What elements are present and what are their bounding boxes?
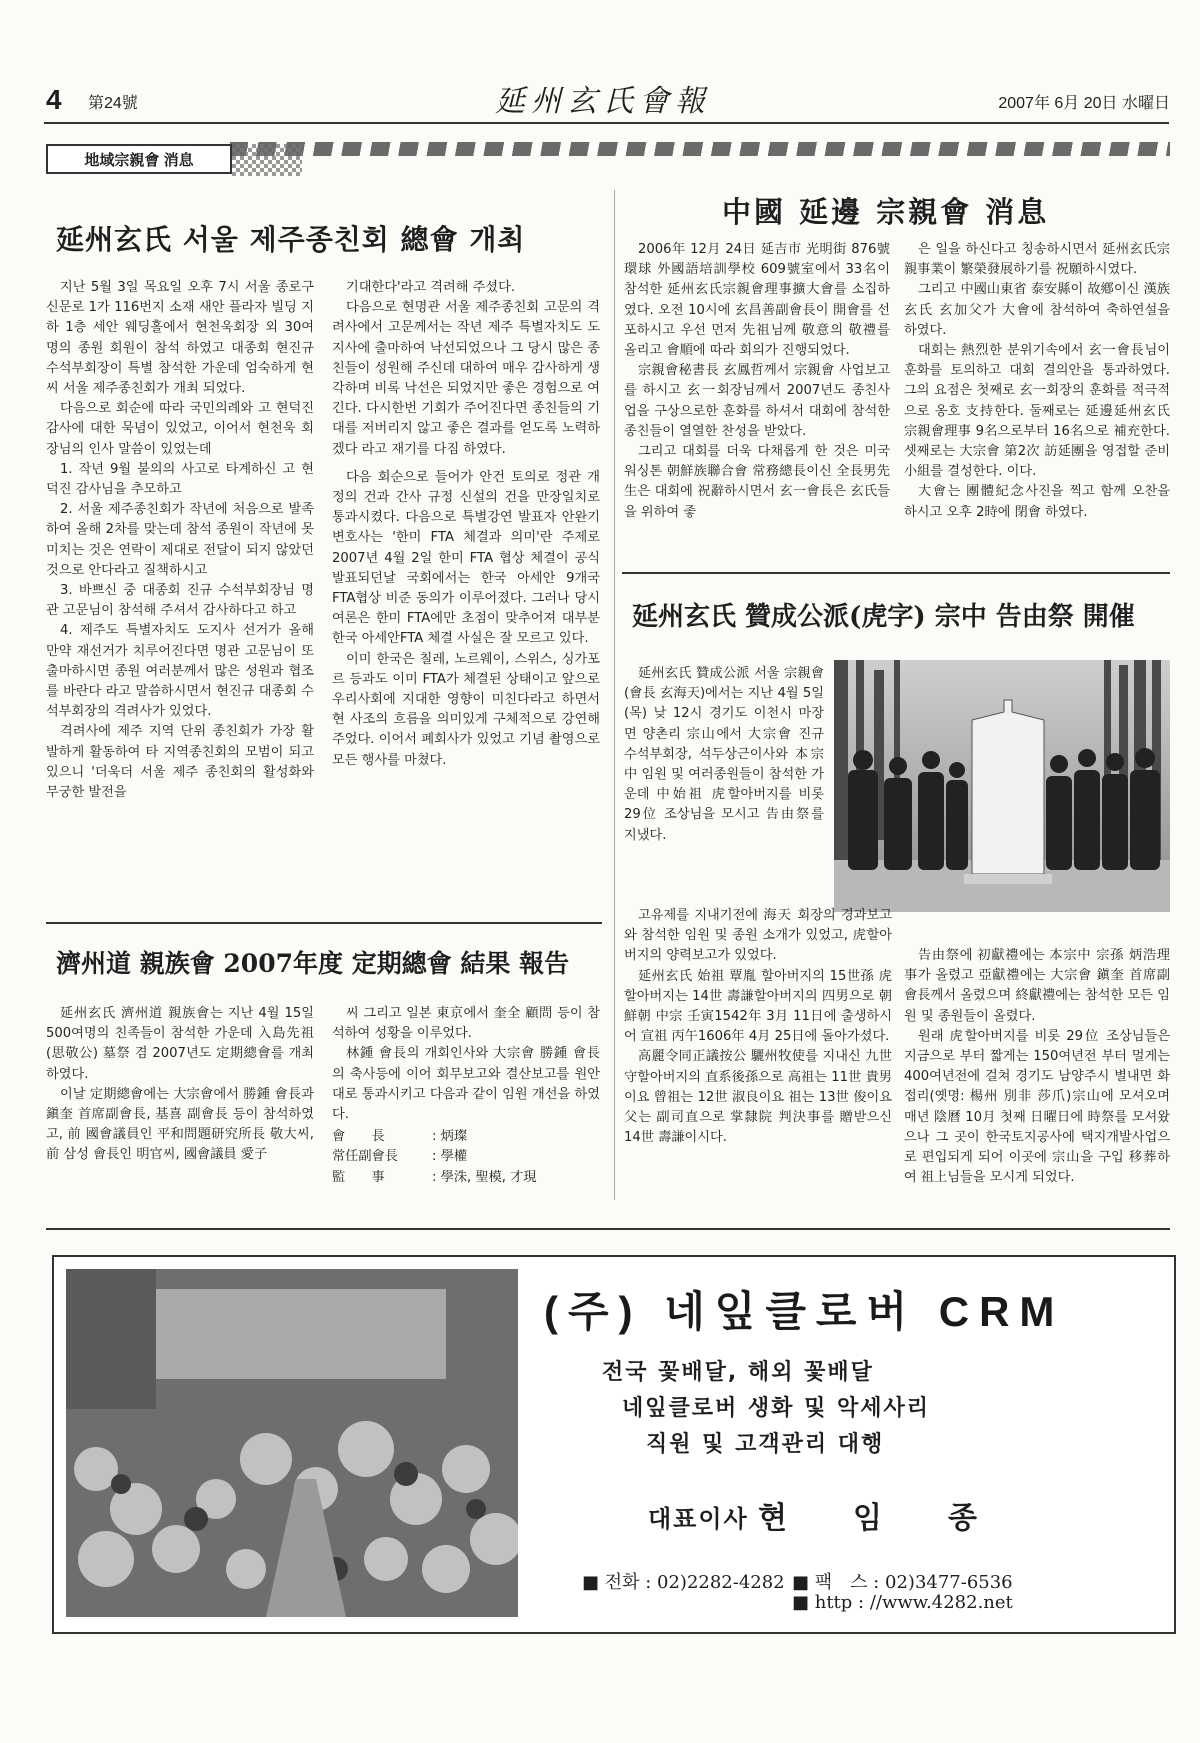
paragraph: 林鍾 會長의 개회인사와 大宗會 勝鍾 會長의 축사등에 이어 회무보고와 결산보고를 원안대로 통과시키고 다음과 같이 임원 개선을 하였다. bbox=[332, 1046, 600, 1123]
divider bbox=[46, 922, 602, 924]
paragraph: 延州玄氏 濟州道 親族會는 지난 4월 15일 500여명의 친족들이 참석한 가운데 入島先祖(思敬公) 墓祭 겸 2007년도 定期總會를 개최하였다. bbox=[46, 1006, 314, 1082]
ad-company-name: (주) 네잎클로버 CRM bbox=[544, 1288, 1065, 1335]
paragraph: 告由祭에 初獻禮에는 本宗中 宗孫 炳浩理事가 올렸고 亞獻禮에는 大宗會 鎭奎 首席副會長께서 올렸으며 終獻禮에는 참석한 모든 임원 및 종원들이 올렸다. bbox=[904, 948, 1170, 1024]
paragraph: 高麗令同正議按公 驪州牧使를 지내신 九世 守할아버지의 直系後孫으로 高祖는 11世 貴男이요 曾祖는 12世 淑良이요 祖는 13世 俊이요 父는 副司直으로 掌隸院 判決事를 贈받으신 14世 壽謙이시다. bbox=[624, 1049, 892, 1146]
paragraph: 은 일을 하신다고 칭송하시면서 延州玄氏宗親事業이 繁榮發展하기를 祝願하시였다. bbox=[904, 242, 1170, 278]
paragraph: 대회는 熱烈한 분위기속에서 玄一會長님이 훈화를 토의하고 대회 결의안을 통과하였다. 그의 요점은 첫째로 玄一회장의 훈화를 적극적으로 옹호 支持한다. 둘째로는 延邊延州玄氏 宗親會理事 9名으로부터 16名으로 補充한다. 셋째로는 大宗會 第2次 訪延團을 영접할 준비 小組를 결성한다. 이다. bbox=[904, 343, 1170, 480]
advertisement bbox=[52, 1255, 1176, 1634]
paragraph: 그리고 中國山東省 泰安縣이 故鄕이신 漢族玄氏 玄加父가 大會에 참석하여 축하연설을 하였다. bbox=[904, 282, 1170, 338]
paragraph: 원래 虎할아버지를 비롯 29位 조상님들은 지금으로 부터 짧게는 150여년전 부터 멀게는 400여년전에 걸쳐 경기도 남양주시 별내면 화접리(옛명: 楊州 別非 莎爪)宗山에 모셔오며 매년 陰曆 10月 첫째 日曜日에 時祭를 모셔왔으나 그 곳이 한국토지공사에 택지개발사업으로 편입되게 되어 이곳에 宗山을 구입 移葬하여 祖上님들을 모시게 되었다. bbox=[904, 1028, 1170, 1186]
paragraph: 고유제를 지내기전에 海天 회장의 경과보고와 참석한 임원 및 종원 소개가 있었고, 虎할아버지의 양력보고가 있었다. bbox=[624, 908, 892, 964]
paragraph: 宗親會秘書長 玄鳳哲께서 宗親會 사업보고를 하시고 玄一회장님께서 2007년도 종친사업을 구상으로한 훈화를 하셔서 대회에 참석한 종친들이 열열한 찬성을 받았다. bbox=[624, 363, 890, 439]
flower-shop-illustration bbox=[66, 1269, 518, 1617]
section-checker-decoration bbox=[232, 144, 302, 176]
paragraph: 지난 5월 3일 목요일 오후 7시 서울 종로구 신문로 1가 116번지 소재 새안 플라자 빌딩 지하 1층 세안 웨딩홀에서 현천욱회장 외 30여 명의 종원 회원이 참석 하였고 대종회 현진규 수석부회장이 특별 참석한 가운데 엄숙하게 현씨 서울 제주종친회가 개최 되었다. bbox=[46, 280, 314, 397]
officer-row: 常任副會長 : 學權 bbox=[332, 1149, 468, 1165]
ad-service-line: 직원 및 고객관리 대행 bbox=[646, 1432, 885, 1457]
paragraph: 이미 한국은 칠레, 노르웨이, 스위스, 싱가포르 등과도 이미 FTA가 체결된 상태이고 앞으로 우리사회에 지대한 영향이 미친다라고 하면서 현 사조의 흐름을 의미있게 구체적으로 강연해 주었다. 이어서 폐회사가 있었고 기념 촬영으로 모든 행사를 마쳤다. bbox=[332, 651, 600, 768]
paragraph: 延州玄氏 贊成公派 서울 宗親會(會長 玄海天)에서는 지난 4월 5일(목) 낮 12시 경기도 이천시 마장면 양촌리 宗山에서 大宗會 진규 수석부회장, 석두상근이사와 本宗中 임원 및 여러종원들이 참석한 가운데 中始祖 虎할아버지를 비롯 29位 조상님을 모시고 告由祭를 지냈다. bbox=[624, 666, 824, 843]
ad-ceo-label: 대표이사 bbox=[648, 1505, 749, 1533]
article4-headline: 濟州道 親族會 2007年度 定期總會 結果 報告 bbox=[56, 949, 570, 978]
article3-col1 bbox=[624, 906, 892, 1148]
column-divider bbox=[614, 190, 615, 1200]
article3-col2 bbox=[904, 946, 1170, 1188]
paragraph: 延州玄氏 始祖 覃胤 할아버지의 15世孫 虎할아버지는 14世 壽謙할아버지의 四男으로 朝鮮朝 中宗 壬寅1542年 3月 11日에 출생하시어 宣祖 丙午1606年 4月 25日에 돌아가셨다. bbox=[624, 968, 892, 1045]
paragraph: 다음으로 현명관 서울 제주종친회 고문의 격려사에서 고문께서는 작년 제주 특별자치도 도지사에 출마하여 낙선되었으나 그 당시 많은 종친들이 성원해 주신데 대하여 매우 감사하게 생각하며 비록 낙선은 되었지만 좋은 경험으로 여긴다. 다시한번 기회가 주어진다면 종친들의 기대를 저버리지 않고 좋은 결과를 얻도록 노력하겠다 라고 재기를 다짐 하였다. bbox=[332, 300, 600, 457]
article1-headline: 延州玄氏 서울 제주종친회 總會 개최 bbox=[56, 223, 526, 256]
paragraph: 2. 서울 제주종친회가 작년에 처음으로 발족하여 올해 2차를 맞는데 참석 종원이 작년에 못미치는 것은 연락이 제대로 전달이 되지 않았던 것으로 안다라고 질책하시고 bbox=[46, 502, 314, 578]
ad-service-line: 네잎클로버 생화 및 악세사리 bbox=[622, 1396, 931, 1421]
article1-col2 bbox=[332, 278, 600, 771]
paragraph: 씨 그리고 일본 東京에서 奎全 顧問 등이 참석하여 성황을 이루었다. bbox=[332, 1006, 600, 1042]
article2-headline: 中國 延邊 宗親會 消息 bbox=[722, 195, 1050, 229]
masthead-rule bbox=[44, 122, 1169, 124]
ad-url: ■ http : //www.4282.net bbox=[792, 1592, 1013, 1613]
officer-row: 監 事 : 學洙, 聖模, 才現 bbox=[332, 1169, 537, 1185]
ad-phone: ■ 전화 : 02)2282-4282 bbox=[582, 1572, 785, 1593]
article2-col2 bbox=[904, 240, 1170, 523]
divider bbox=[46, 1228, 1170, 1230]
paragraph: 2006年 12月 24日 延吉市 光明街 876號 環球 外國語培訓學校 609號室에서 33名이 참석한 延州玄氏宗親會理事擴大會를 소집하였다. 오전 10시에 玄昌善副會長이 開會를 선포하시고 우선 먼저 先祖님께 敬意의 敬禮를 올리고 會順에 따라 회의가 진행되었다. bbox=[624, 242, 890, 359]
paragraph: 大會는 團體紀念사진을 찍고 함께 오찬을 하시고 오후 2時에 閉會 하였다. bbox=[904, 484, 1170, 520]
paragraph: 3. 바쁘신 중 대종회 진규 수석부회장님 명관 고문님이 참석해 주셔서 감사하다고 하고 bbox=[46, 583, 314, 619]
newspaper-title: 延州玄氏會報 bbox=[495, 84, 711, 119]
article3-headline: 延州玄氏 贊成公派(虎字) 宗中 告由祭 開催 bbox=[632, 602, 1135, 632]
ad-service-line: 전국 꽃배달, 해외 꽃배달 bbox=[602, 1360, 874, 1385]
article3-intro-col bbox=[624, 664, 824, 846]
article2-col1 bbox=[624, 240, 890, 523]
ad-fax: ■ 팩 스 : 02)3477-6536 bbox=[792, 1572, 1013, 1593]
paragraph: 4. 제주도 특별자치도 도지사 선거가 올해 만약 재선거가 치루어진다면 명관 고문님이 또 출마하시면 종원 여러분께서 많은 성원과 협조를 바란다 라고 말씀하시면서 현진규 대종회 수석부회장의 격려사가 있었다. bbox=[46, 623, 314, 720]
paragraph: 그리고 대회를 더욱 다채롭게 한 것은 미국 워싱톤 朝鮮族聯合會 常務總長이신 全長男先生은 대회에 祝辭하시면서 玄一會長은 玄氏들을 위하여 좋 bbox=[624, 444, 890, 520]
gravesite-photo-illustration bbox=[834, 660, 1170, 912]
article4-col2 bbox=[332, 1004, 600, 1188]
officers-list bbox=[332, 1127, 600, 1188]
paragraph: 격려사에 제주 지역 단위 종친회가 가장 활발하게 활동하여 타 지역종친회의 모범이 되고 있으니 '더욱더 서울 제주 종친회의 활성화와 무궁한 발전을 bbox=[46, 724, 314, 801]
flower-shop-photo bbox=[66, 1269, 518, 1617]
section-dash-bar bbox=[230, 142, 1170, 156]
article4-col1 bbox=[46, 1004, 314, 1166]
section-tag: 地域宗親會 消息 bbox=[46, 144, 232, 174]
issue-number: 第24號 bbox=[88, 95, 138, 112]
ad-ceo-name: 현 임 종 bbox=[758, 1501, 979, 1536]
paragraph: 1. 작년 9월 불의의 사고로 타계하신 고 현덕진 감사님을 추모하고 bbox=[46, 461, 314, 498]
divider bbox=[622, 572, 1170, 574]
gravesite-photo bbox=[834, 660, 1170, 912]
page-number: 4 bbox=[46, 84, 62, 115]
officer-row: 會 長 : 炳璨 bbox=[332, 1129, 468, 1145]
paragraph: 다음으로 회순에 따라 국민의례와 고 현덕진 감사에 대한 묵념이 있었고, 이어서 현천욱 회장님의 인사 말씀이 있었는데 bbox=[46, 401, 314, 457]
paragraph: 이날 定期總會에는 大宗會에서 勝鍾 會長과 鎭奎 首席副會長, 基喜 副會長 등이 참석하였고, 前 國會議員인 平和問題研究所長 敬大씨, 前 삼성 會長인 明官씨, 國會議員 愛子 bbox=[46, 1086, 314, 1163]
paragraph: 다음 회순으로 들어가 안건 토의로 정관 개정의 건과 간사 규정 신설의 건을 만장일치로 통과시켰다. 다음으로 특별강연 발표자 안완기 변호사는 '한미 FTA 체결과 의미'란 주제로 2007년 4월 2일 한미 FTA 협상 체결이 공식 발표되던날 국회에서는 한국 아세안 9개국 FTA협상 비준 동의가 이루어졌다. 그러나 당시 여론은 한미 FTA에만 초점이 맞추어져 대부분 한국 아세안FTA 체결 사실은 잘 모르고 있다. bbox=[332, 469, 600, 647]
paragraph: 기대한다'라고 격려해 주셨다. bbox=[346, 280, 516, 295]
article1-col1 bbox=[46, 278, 314, 803]
publication-date: 2007年 6月 20日 水曜日 bbox=[998, 95, 1170, 112]
